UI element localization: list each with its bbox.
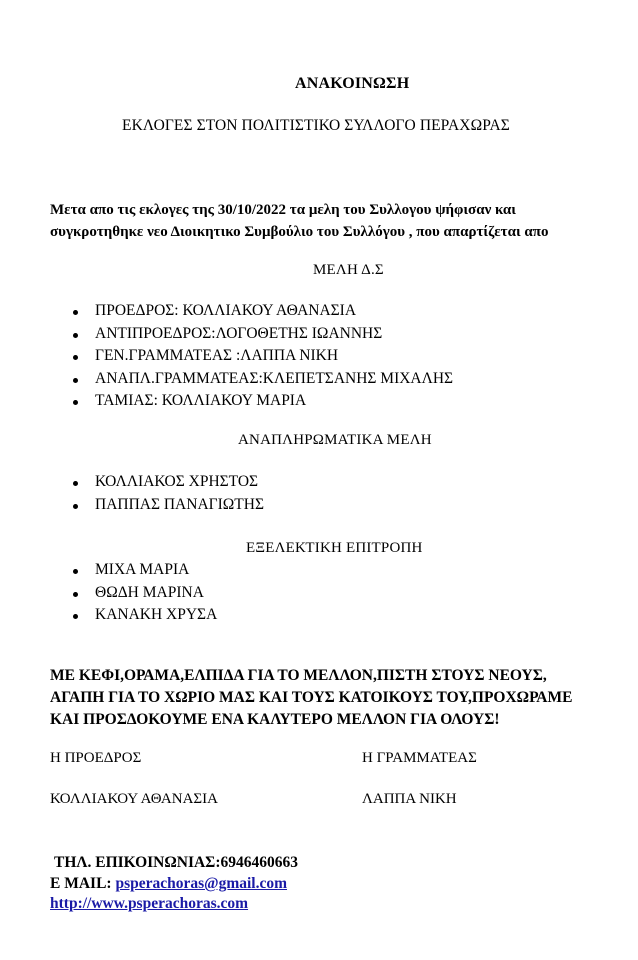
closing-line-3: ΚΑΙ ΠΡΟΣΔΟΚΟΥΜΕ ΕΝΑ ΚΑΛΥΤΕΡΟ ΜΕΛΛΟΝ ΓΙΑ ΟΛΟΥΣ!: [50, 711, 500, 728]
list-item: ΠΑΠΠΑΣ ΠΑΝΑΓΙΩΤΗΣ: [68, 494, 264, 517]
contact-email-row: [50, 874, 287, 895]
contact-phone: ΤΗΛ. ΕΠΙΚΟΙΝΩΝΙΑΣ:6946460663: [54, 854, 298, 871]
bullet-icon: [73, 310, 78, 315]
list-item: ΚΑΝΑΚΗ ΧΡΥΣΑ: [68, 604, 217, 627]
email-link[interactable]: psperachoras@gmail.com: [115, 875, 288, 892]
audit-committee-list: [68, 559, 217, 627]
document-subtitle: ΕΚΛΟΓΕΣ ΣΤΟΝ ΠΟΛΙΤΙΣΤΙΚΟ ΣΥΛΛΟΓΟ ΠΕΡΑΧΩΡΑΣ: [122, 117, 510, 134]
closing-line-2: ΑΓΑΠΗ ΓΙΑ ΤΟ ΧΩΡΙΟ ΜΑΣ ΚΑΙ ΤΟΥΣ ΚΑΤΟΙΚΟΥΣ ΤΟΥ,ΠΡΟΧΩΡΑΜΕ: [50, 689, 573, 706]
substitutes-heading: ΑΝΑΠΛΗΡΩΜΑΤΙΚΑ ΜΕΛΗ: [238, 432, 432, 448]
bullet-icon: [73, 504, 78, 509]
intro-line-2: συγκροτηθηκε νεο Διοικητικο Συμβούλιο του Συλλόγου , που απαρτίζεται απο: [50, 224, 549, 240]
list-item: ΠΡΟΕΔΡΟΣ: ΚΟΛΛΙΑΚΟΥ ΑΘΑΝΑΣΙΑ: [68, 300, 453, 323]
board-heading: ΜΕΛΗ Δ.Σ: [313, 262, 384, 278]
list-item: ΘΩΔΗ ΜΑΡΙΝΑ: [68, 582, 217, 605]
closing-line-1: ΜΕ ΚΕΦΙ,ΟΡΑΜΑ,ΕΛΠΙΔΑ ΓΙΑ ΤΟ ΜΕΛΛΟΝ,ΠΙΣΤΗ ΣΤΟΥΣ ΝΕΟΥΣ,: [50, 667, 547, 684]
list-item: ΚΟΛΛΙΑΚΟΣ ΧΡΗΣΤΟΣ: [68, 471, 264, 494]
bullet-icon: [73, 378, 78, 383]
bullet-icon: [73, 355, 78, 360]
bullet-icon: [73, 333, 78, 338]
list-item: ΑΝΤΙΠΡΟΕΔΡΟΣ:ΛΟΓΟΘΕΤΗΣ ΙΩΑΝΝΗΣ: [68, 323, 453, 346]
board-members-list: [68, 300, 453, 413]
bullet-icon: [73, 569, 78, 574]
intro-line-1: Μετα απο τις εκλογες της 30/10/2022 τα μελη του Συλλογου ψήφισαν και: [50, 202, 516, 218]
secretary-role: Η ΓΡΑΜΜΑΤΕΑΣ: [362, 750, 477, 766]
document-title: ΑΝΑΚΟΙΝΩΣΗ: [295, 75, 410, 92]
email-label: E MAIL:: [50, 875, 116, 892]
list-item: ΜΙΧΑ ΜΑΡΙΑ: [68, 559, 217, 582]
website-link[interactable]: http://www.psperachoras.com: [50, 895, 249, 912]
audit-committee-heading: ΕΞΕΛΕΚΤΙΚΗ ΕΠΙΤΡΟΠΗ: [246, 540, 423, 556]
bullet-icon: [73, 481, 78, 486]
secretary-name: ΛΑΠΠΑ ΝΙΚΗ: [362, 791, 457, 807]
list-item: ΤΑΜΙΑΣ: ΚΟΛΛΙΑΚΟΥ ΜΑΡΙΑ: [68, 390, 453, 413]
president-role: Η ΠΡΟΕΔΡΟΣ: [50, 750, 142, 766]
bullet-icon: [73, 592, 78, 597]
substitutes-list: [68, 471, 264, 516]
president-name: ΚΟΛΛΙΑΚΟΥ ΑΘΑΝΑΣΙΑ: [50, 791, 218, 807]
bullet-icon: [73, 614, 78, 619]
list-item: ΑΝΑΠΛ.ΓΡΑΜΜΑΤΕΑΣ:ΚΛΕΠΕΤΣΑΝΗΣ ΜΙΧΑΛΗΣ: [68, 368, 453, 391]
contact-website-row: [50, 894, 248, 915]
list-item: ΓΕΝ.ΓΡΑΜΜΑΤΕΑΣ :ΛΑΠΠΑ ΝΙΚΗ: [68, 345, 453, 368]
bullet-icon: [73, 400, 78, 405]
